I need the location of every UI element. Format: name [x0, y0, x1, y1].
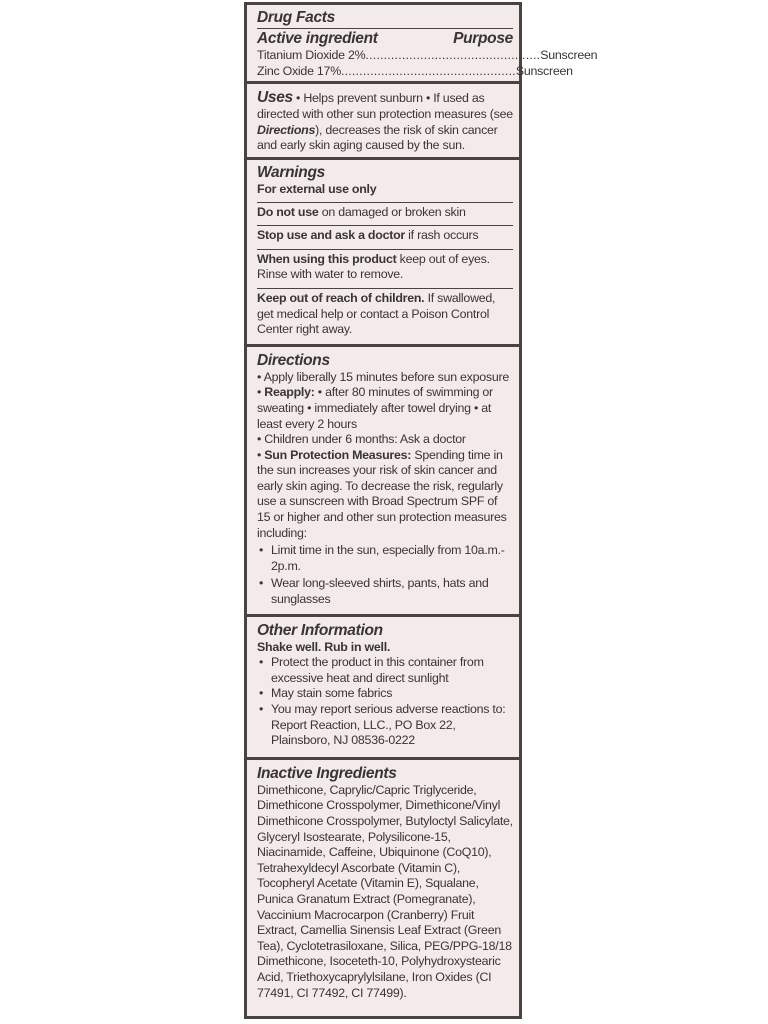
- list-item: • You may report serious adverse reactions to: Report Reaction, LLC., PO Box 22, Plainsboro, NJ 08536-0222: [257, 702, 513, 749]
- list-item: • Limit time in the sun, especially from 10a.m.- 2p.m.: [257, 543, 513, 574]
- uses-paragraph: [257, 88, 513, 154]
- other-information-section: [247, 617, 519, 760]
- warning-bold: Keep out of reach of children.: [257, 290, 425, 305]
- ingredient-row: [257, 63, 573, 80]
- purpose-heading: Purpose: [453, 30, 513, 47]
- directions-text: Children under 6 months: Ask a doctor: [264, 432, 466, 447]
- uses-text-1: • Helps prevent sunburn • If used as directed with other sun protection measures (see: [257, 91, 513, 122]
- leader-dots: ................................................: [365, 48, 541, 62]
- sun-protection-list: [257, 543, 513, 607]
- drug-facts-label: [244, 2, 598, 1019]
- warning-text: If swallowed, get medical help or contact a Poison Control Center right away.: [257, 290, 496, 337]
- leader-dots: ................................................: [340, 63, 516, 78]
- warning-bold: Do not use: [257, 204, 319, 219]
- warning-bold: When using this product: [257, 251, 397, 266]
- uses-text-2: ), decreases the risk of skin cancer and early skin aging caused by the sun.: [257, 122, 498, 153]
- active-ingredient-section: [247, 5, 598, 84]
- directions-line: • Children under 6 months: Ask a doctor: [257, 432, 466, 447]
- external-use-note: For external use only: [257, 181, 377, 196]
- directions-text: • after 80 minutes of swimming or sweating • immediately after towel drying • at least every 2 hours: [257, 385, 493, 431]
- ingredient-row: [257, 48, 598, 64]
- warning-text: if rash occurs: [404, 228, 479, 243]
- warnings-title: Warnings: [257, 163, 325, 181]
- list-item: • Wear long-sleeved shirts, pants, hats and sunglasses: [257, 576, 513, 607]
- directions-text: Apply liberally 15 minutes before sun exposure •: [257, 369, 510, 400]
- directions-text: Spending time in the sun increases your risk of skin cancer and early skin aging. To decrease the risk, regularly use a sunscreen with Broad Spectrum SPF of 15 or higher and other sun protection measures including:: [257, 447, 507, 540]
- warning-item: [257, 225, 513, 247]
- directions-section: [247, 347, 519, 617]
- sun-protection-label: Sun Protection Measures:: [264, 447, 412, 462]
- directions-line: • Apply liberally 15 minutes before sun exposure • Reapply: • after 80 minutes of swimming or sweating • immediately after towel drying • at least every 2 hours: [257, 369, 510, 431]
- other-information-list: [257, 655, 513, 749]
- warning-item: [257, 249, 513, 286]
- active-ingredient-header-row: [257, 28, 513, 48]
- shake-well-note: Shake well. Rub in well.: [257, 639, 391, 654]
- ingredient-name: Zinc Oxide 17%: [257, 63, 341, 78]
- uses-section: [247, 84, 519, 160]
- warning-item: [257, 288, 513, 341]
- directions-line: • Sun Protection Measures: Spending time in the sun increases your risk of skin cancer and early skin aging. To decrease the risk, regularly use a sunscreen with Broad Spectrum SPF of 15 or higher and other sun protection measures including:: [257, 447, 507, 540]
- inactive-ingredients-title: Inactive Ingredients: [257, 764, 397, 782]
- warning-text: on damaged or broken skin: [318, 204, 466, 219]
- ingredient-purpose: Sunscreen: [515, 63, 573, 78]
- drug-facts-title: Drug Facts: [257, 9, 335, 26]
- warning-bold: Stop use and ask a doctor: [257, 228, 405, 243]
- ingredient-name: Titanium Dioxide 2%: [257, 48, 366, 62]
- uses-title: Uses: [257, 89, 293, 107]
- reapply-label: Reapply:: [264, 385, 315, 400]
- inactive-ingredients-section: [247, 760, 519, 1005]
- list-item: • Protect the product in this container from excessive heat and direct sunlight: [257, 655, 513, 686]
- warning-item: [257, 202, 513, 224]
- warnings-section: [247, 160, 519, 347]
- directions-reference: Directions: [257, 122, 316, 137]
- inactive-ingredients-text: Dimethicone, Caprylic/Capric Triglyceride, Dimethicone Crosspolymer, Dimethicone/Vinyl Dimethicone Crosspolymer, Butyloctyl Salicylate, Glyceryl Isostearate, Polysilicone-15, Niacinamide, Caffeine, Ubiquinone (CoQ10), Tetrahexyldecyl Ascorbate (Vitamin C), Tocopheryl Acetate (Vitamin E), Squalane, Punica Granatum Extract (Pomegranate), Vaccinium Macrocarpon (Cranberry) Fruit Extract, Camellia Sinensis Leaf Extract (Green Tea), Cyclotetrasiloxane, Silica, PEG/PPG-18/18 Dimethicone, Isoceteth-10, Polyhydroxystearic Acid, Triethoxycaprylylsilane, Iron Oxides (CI 77491, CI 77492, CI 77499).: [257, 782, 513, 1000]
- warning-text: keep out of eyes. Rinse with water to remove.: [257, 251, 490, 282]
- active-ingredient-heading: Active ingredient: [257, 30, 378, 47]
- directions-title: Directions: [257, 351, 330, 369]
- list-item: • May stain some fabrics: [257, 686, 513, 702]
- other-information-title: Other Information: [257, 621, 383, 639]
- ingredient-purpose: Sunscreen: [540, 48, 598, 62]
